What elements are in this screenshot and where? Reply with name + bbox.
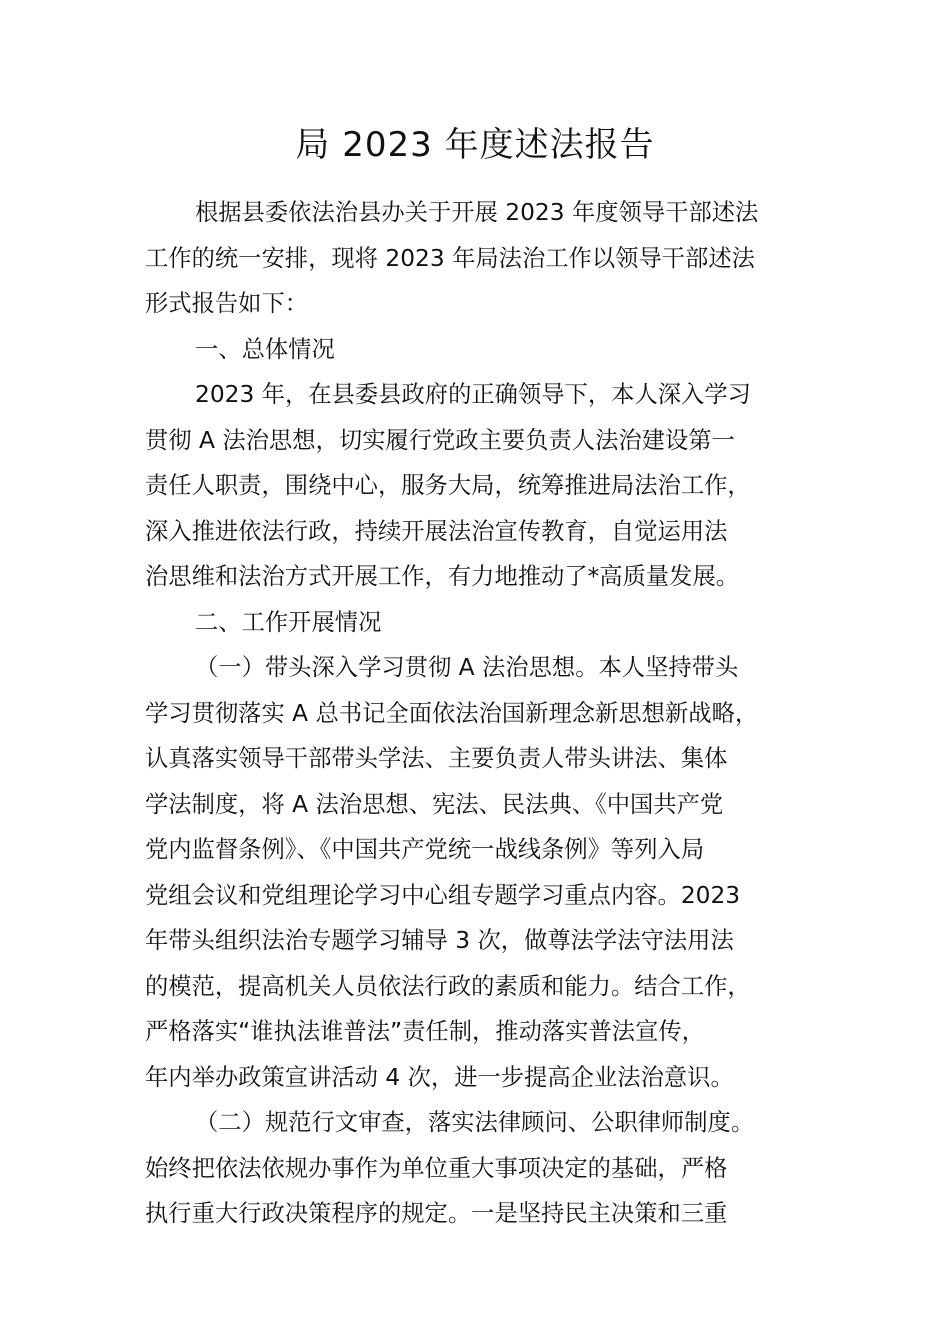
text-line: 党组会议和党组理论学习中心组专题学习重点内容。2023 [145, 881, 741, 909]
text-line: （二）规范行文审查，落实法律顾问、公职律师制度。 [195, 1109, 755, 1136]
text-line: 始终把依法依规办事作为单位重大事项决定的基础，严格 [145, 1154, 728, 1182]
text-line: 形式报告如下： [145, 290, 309, 317]
text-line: 学法制度，将 A 法治思想、宪法、民法典、《中国共产党 [145, 790, 724, 818]
text-line: （一）带头深入学习贯彻 A 法治思想。本人坚持带头 [195, 654, 739, 681]
text-line: 根据县委依法治县办关于开展 2023 年度领导干部述法 [195, 199, 759, 226]
text-line: 年内举办政策宣讲活动 4 次，进一步提高企业法治意识。 [145, 1063, 734, 1091]
text-line: 严格落实“谁执法谁普法”责任制，推动落实普法宣传， [145, 1018, 705, 1045]
text-line: 党内监督条例》、《中国共产党统一战线条例》等列入局 [145, 836, 705, 863]
text-line: 一、总体情况 [195, 335, 335, 363]
document-title: 局 2023 年度述法报告 [295, 125, 655, 165]
text-line: 责任人职责，围绕中心，服务大局，统筹推进局法治工作， [145, 472, 751, 499]
text-line: 认真落实领导干部带头学法、主要负责人带头讲法、集体 [145, 745, 728, 772]
text-line: 2023 年，在县委县政府的正确领导下，本人深入学习 [195, 381, 751, 408]
text-line: 学习贯彻落实 A 总书记全面依法治国新理念新思想新战略， [145, 699, 759, 727]
text-line: 年带头组织法治专题学习辅导 3 次，做尊法学法守法用法 [145, 927, 734, 954]
text-line: 深入推进依法行政，持续开展法治宣传教育，自觉运用法 [145, 517, 728, 545]
document-body [145, 190, 810, 1237]
text-line: 的模范，提高机关人员依法行政的素质和能力。结合工作， [145, 972, 751, 1000]
text-line: 二、工作开展情况 [195, 608, 382, 636]
text-line: 治思维和法治方式开展工作，有力地推动了*高质量发展。 [145, 563, 740, 590]
text-line: 执行重大行政决策程序的规定。一是坚持民主决策和三重 [145, 1200, 728, 1227]
text-line: 工作的统一安排，现将 2023 年局法治工作以领导干部述法 [145, 244, 755, 272]
text-line: 贯彻 A 法治思想，切实履行党政主要负责人法治建设第一 [145, 426, 735, 454]
